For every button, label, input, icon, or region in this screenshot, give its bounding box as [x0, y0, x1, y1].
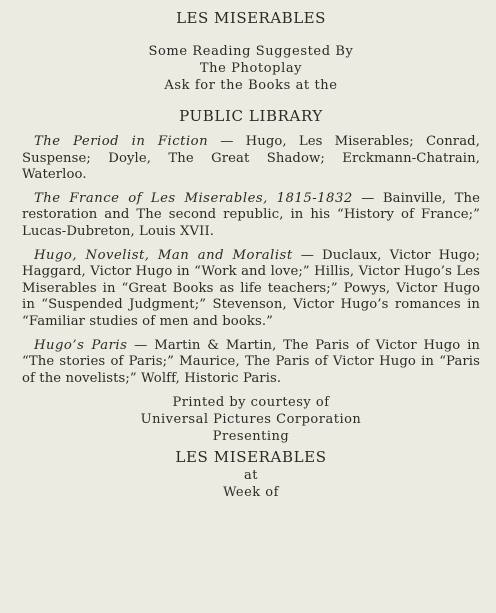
- section-text: — Bainville, The restoration and The second republic, in his “History of France;” Lucas-Dubreton, Louis XVII.: [22, 190, 480, 239]
- section-text: — Duclaux, Victor Hugo; Haggard, Victor Hugo in “Work and love;” Hillis, Victor Hugo’s Les Miserables in “Great Books as life teachers;” Powys, Victor Hugo in “Suspended Judgment;” Stevenson, Victor Hugo’s romances in “Familiar studies of men and books.”: [22, 247, 480, 329]
- reading-section-france: [22, 191, 480, 241]
- subtitle-line-2: The Photoplay: [199, 61, 303, 76]
- footer-line-2: Universal Pictures Corporation: [140, 412, 362, 428]
- subtitle-line-3: Ask for the Books at the: [164, 78, 338, 93]
- library-heading: PUBLIC LIBRARY: [179, 107, 323, 125]
- reading-section-hugo: [22, 248, 480, 331]
- section-heading: Hugo’s Paris: [34, 337, 128, 353]
- footer: [22, 394, 480, 501]
- section-text: — Martin & Martin, The Paris of Victor Hugo in “The stories of Paris;” Maurice, The Paris of Victor Hugo in “Paris of the novelists;” Wolff, Historic Paris.: [22, 337, 480, 386]
- reading-section-period: [22, 134, 480, 184]
- flyer-title: LES MISERABLES: [176, 9, 326, 27]
- footer-line-3: Presenting: [212, 429, 290, 445]
- footer-week-of: Week of: [223, 485, 279, 501]
- section-text: — Hugo, Les Miserables; Conrad, Suspense; Doyle, The Great Shadow; Erckmann-Chatrain, Waterloo.: [22, 134, 480, 183]
- footer-title: LES MISERABLES: [175, 448, 327, 467]
- section-heading: The France of Les Miserables, 1815-1832: [34, 190, 353, 206]
- footer-line-1: Printed by courtesy of: [172, 395, 330, 411]
- subtitle-line-1: Some Reading Suggested By: [148, 44, 354, 59]
- section-heading: The Period in Fiction: [34, 134, 209, 149]
- section-heading: Hugo, Novelist, Man and Moralist: [34, 247, 293, 263]
- footer-at: at: [244, 468, 258, 484]
- reading-section-paris: [22, 338, 480, 388]
